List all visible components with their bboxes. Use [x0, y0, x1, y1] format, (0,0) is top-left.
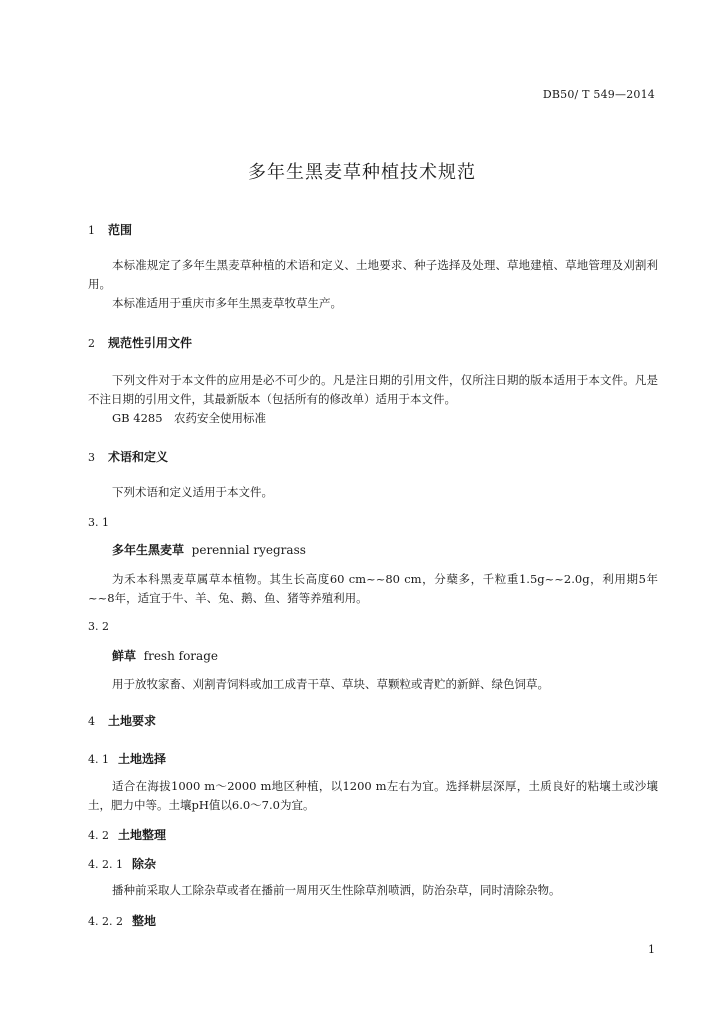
section-4-1-body — [88, 777, 658, 815]
section-3-body — [88, 483, 658, 502]
section-title: 除杂 — [132, 857, 157, 871]
section-title: 范围 — [108, 223, 133, 237]
term-3-2 — [88, 647, 682, 664]
section-number: 4. 2. 2 — [88, 915, 123, 928]
paragraph: 下列文件对于本文件的应用是必不可少的。凡是注日期的引用文件，仅所注日期的版本适用于本文件。凡是不注日期的引用文件，其最新版本（包括所有的修改单）适用于本文件。 — [88, 373, 658, 406]
term-3-1-definition — [88, 570, 658, 608]
section-title: 土地整理 — [118, 828, 167, 842]
section-4-2-1-body — [88, 881, 658, 900]
page-number: 1 — [648, 943, 655, 956]
reference-item: GB 4285 农药安全使用标准 — [112, 411, 267, 425]
section-4-2-heading — [88, 826, 658, 843]
paragraph: 本标准适用于重庆市多年生黑麦草牧草生产。 — [112, 296, 342, 310]
section-4-2-1-heading — [88, 855, 658, 872]
section-number: 3 — [88, 451, 95, 464]
paragraph: 播种前采取人工除杂草或者在播前一周用灭生性除草剂喷洒，防治杂草，同时清除杂物。 — [112, 883, 561, 897]
term-en: perennial ryegrass — [191, 543, 306, 557]
section-4-heading — [88, 712, 658, 729]
term-en: fresh forage — [143, 649, 218, 663]
section-number: 4. 2. 1 — [88, 858, 123, 871]
section-title: 术语和定义 — [108, 450, 169, 464]
term-3-2-definition — [88, 675, 658, 694]
section-2-body — [88, 371, 658, 428]
paragraph: 本标准规定了多年生黑麦草种植的术语和定义、土地要求、种子选择及处理、草地建植、草地管理及刈割利用。 — [88, 258, 658, 291]
section-title: 土地选择 — [118, 752, 167, 766]
section-2-heading — [88, 334, 658, 351]
section-number: 4. 2 — [88, 829, 109, 842]
term-3-2-number: 3. 2 — [88, 620, 109, 633]
section-number: 4 — [88, 715, 95, 728]
section-number: 4. 1 — [88, 753, 109, 766]
section-number: 1 — [88, 224, 95, 237]
paragraph: 用于放牧家畜、刈割青饲料或加工成青干草、草块、草颗粒或青贮的新鲜、绿色饲草。 — [112, 677, 549, 691]
section-4-2-2-heading — [88, 912, 658, 929]
section-title: 土地要求 — [108, 714, 157, 728]
section-3-heading — [88, 448, 658, 465]
page-title: 多年生黑麦草种植技术规范 — [248, 162, 476, 183]
section-1-body — [88, 256, 658, 313]
section-title: 规范性引用文件 — [108, 336, 193, 350]
term-3-1 — [88, 541, 682, 558]
term-3-1-number: 3. 1 — [88, 516, 109, 529]
paragraph: 为禾本科黑麦草属草本植物。其生长高度60 cm~~80 cm，分蘖多，千粒重1.5g~~2.0g，利用期5年~~8年，适宜于牛、羊、兔、鹅、鱼、猪等养殖利用。 — [88, 572, 658, 605]
paragraph: 适合在海拔1000 m～2000 m地区种植，以1200 m左右为宜。选择耕层深厚，土质良好的粘壤土或沙壤土，肥力中等。土壤pH值以6.0～7.0为宜。 — [88, 779, 658, 812]
document-code: DB50/ T 549—2014 — [542, 88, 655, 101]
paragraph: 下列术语和定义适用于本文件。 — [112, 485, 273, 499]
section-1-heading — [88, 221, 658, 238]
section-title: 整地 — [132, 914, 157, 928]
section-4-1-heading — [88, 750, 658, 767]
term-zh: 鲜草 — [112, 649, 137, 663]
term-zh: 多年生黑麦草 — [112, 543, 185, 557]
section-number: 2 — [88, 337, 95, 350]
